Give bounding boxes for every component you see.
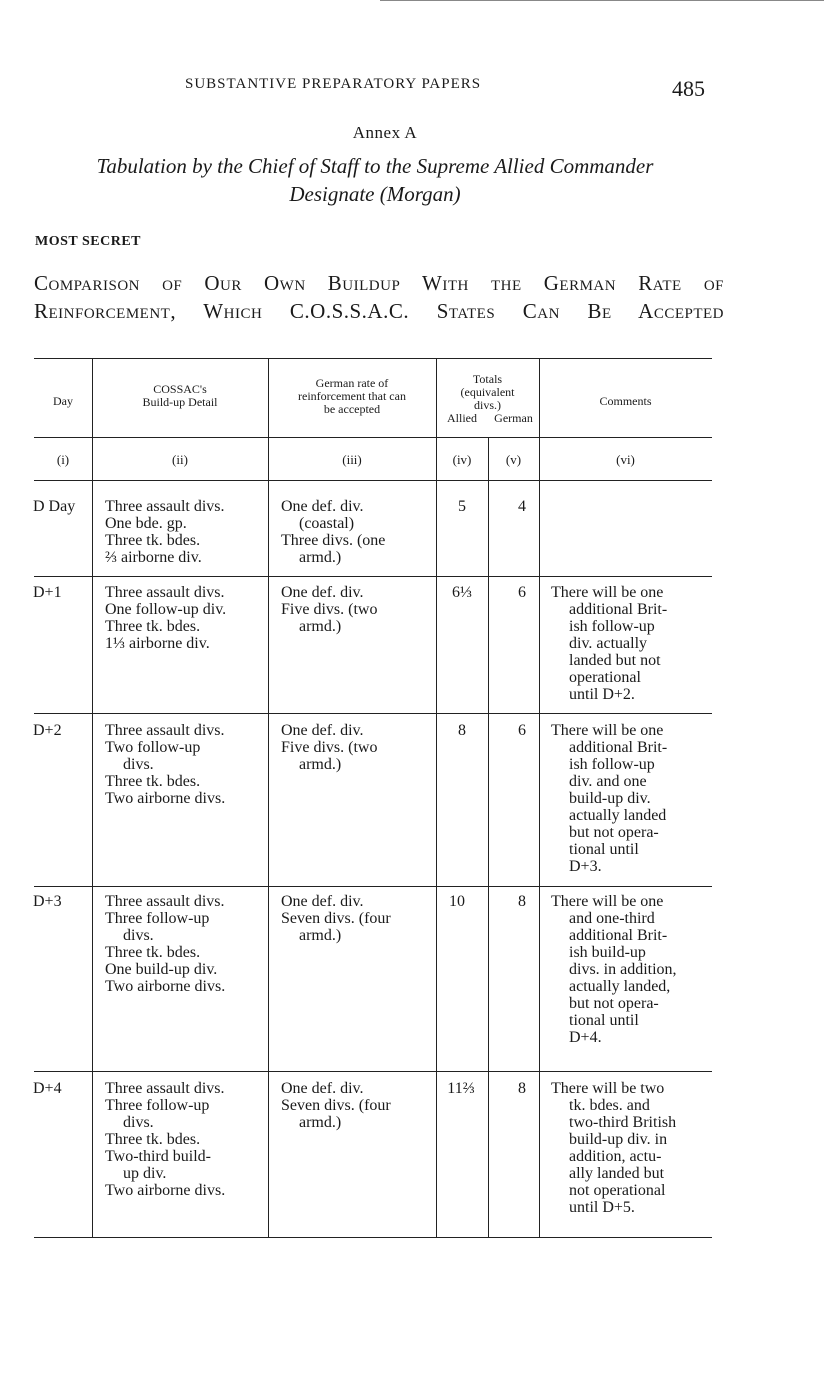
german-rate-cell: One def. div. Seven divs. (four armd.) <box>281 1080 391 1131</box>
header-comments: Comments <box>599 394 652 408</box>
column-divider <box>539 359 540 1237</box>
cossac-cell: Three assault divs. Three follow-up divs. Three tk. bdes. One build-up div. Two airborne divs. <box>105 893 226 995</box>
comment-cell: There will be one and one-third additional Brit- ish build-up divs. in addition, actually landed, but not opera- tional until D+4. <box>551 893 677 1046</box>
allied-total-cell: 5 <box>458 498 466 515</box>
header-allied: Allied <box>447 411 477 425</box>
running-head: SUBSTANTIVE PREPARATORY PAPERS <box>185 76 482 92</box>
column-divider <box>268 359 269 1237</box>
column-number: (iii) <box>342 452 362 467</box>
header-cossac <box>92 383 268 409</box>
table-bottom-rule <box>34 1237 712 1238</box>
header-german-total: German <box>494 411 533 425</box>
column-number: (ii) <box>172 452 188 467</box>
annex-label: Annex A <box>352 123 418 142</box>
comment-cell: There will be one additional Brit- ish follow-up div. actually landed but not operational until D+2. <box>551 584 668 703</box>
day-cell: D+2 <box>33 722 62 739</box>
row-rule <box>34 713 712 714</box>
day-cell: D+3 <box>33 893 62 910</box>
allied-total-cell: 8 <box>458 722 466 739</box>
header-totals-line: Totals <box>472 372 503 386</box>
german-rate-cell: One def. div. (coastal) Three divs. (one armd.) <box>281 498 386 566</box>
header-totals-line: (equivalent <box>460 385 515 399</box>
day-cell: D+4 <box>33 1080 62 1097</box>
header-cossac-line: COSSAC's <box>153 382 207 396</box>
classification-marking: MOST SECRET <box>35 234 141 249</box>
column-divider <box>488 437 489 1237</box>
day-cell: D Day <box>33 498 76 515</box>
cossac-cell: Three assault divs. Three follow-up divs. Three tk. bdes. Two-third build- up div. Two airborne divs. <box>105 1080 226 1199</box>
table-top-rule <box>34 358 712 359</box>
document-title-line: Designate (Morgan) <box>289 182 461 206</box>
german-total-cell: 8 <box>518 893 526 910</box>
german-rate-cell: One def. div. Seven divs. (four armd.) <box>281 893 391 944</box>
column-number: (vi) <box>616 452 635 467</box>
allied-total-cell: 6⅓ <box>452 584 472 601</box>
german-rate-cell: One def. div. Five divs. (two armd.) <box>281 584 378 635</box>
document-title <box>30 152 720 208</box>
table-heading-line: Reinforcement, Which C.O.S.S.A.C. States Can Be Accepted <box>34 299 724 323</box>
allied-total-cell: 11⅔ <box>447 1080 475 1097</box>
german-total-cell: 6 <box>518 584 526 601</box>
comment-cell: There will be two tk. bdes. and two-third British build-up div. in addition, actu- ally landed but not operational until D+5. <box>551 1080 677 1216</box>
header-cossac-line: Build-up Detail <box>142 395 218 409</box>
row-rule <box>34 886 712 887</box>
cossac-cell: Three assault divs. One follow-up div. Three tk. bdes. 1⅓ airborne div. <box>105 584 227 652</box>
header-german-line: German rate of <box>315 376 389 390</box>
colnum-bottom-rule <box>34 480 712 481</box>
header-totals-line: divs.) <box>474 398 501 412</box>
header-german-line: be accepted <box>323 402 381 416</box>
table-heading-line: Comparison of Our Own Buildup With the German Rate of <box>34 271 724 295</box>
column-number: (i) <box>56 452 70 467</box>
column-divider <box>436 359 437 1237</box>
top-edge-rule <box>380 0 824 1</box>
allied-total-cell: 10 <box>449 893 465 910</box>
german-total-cell: 4 <box>518 498 526 515</box>
german-total-cell: 6 <box>518 722 526 739</box>
row-rule <box>34 576 712 577</box>
page-number: 485 <box>672 76 705 101</box>
cossac-cell: Three assault divs. Two follow-up divs. Three tk. bdes. Two airborne divs. <box>105 722 226 807</box>
header-german-rate <box>268 377 436 416</box>
column-number: (iv) <box>452 452 472 467</box>
header-german-line: reinforcement that can <box>298 389 406 403</box>
comment-cell: There will be one additional Brit- ish follow-up div. and one build-up div. actually landed but not opera- tional until D+3. <box>551 722 668 875</box>
table-heading <box>34 269 724 325</box>
cossac-cell: Three assault divs. One bde. gp. Three tk. bdes. ⅔ airborne div. <box>105 498 225 566</box>
column-number: (v) <box>505 452 522 467</box>
column-divider <box>92 359 93 1237</box>
header-totals <box>436 373 539 412</box>
day-cell: D+1 <box>33 584 62 601</box>
german-rate-cell: One def. div. Five divs. (two armd.) <box>281 722 378 773</box>
document-title-line: Tabulation by the Chief of Staff to the Supreme Allied Commander <box>96 154 654 178</box>
german-total-cell: 8 <box>518 1080 526 1097</box>
header-bottom-rule <box>34 437 712 438</box>
row-rule <box>34 1071 712 1072</box>
header-day: Day <box>53 394 73 408</box>
